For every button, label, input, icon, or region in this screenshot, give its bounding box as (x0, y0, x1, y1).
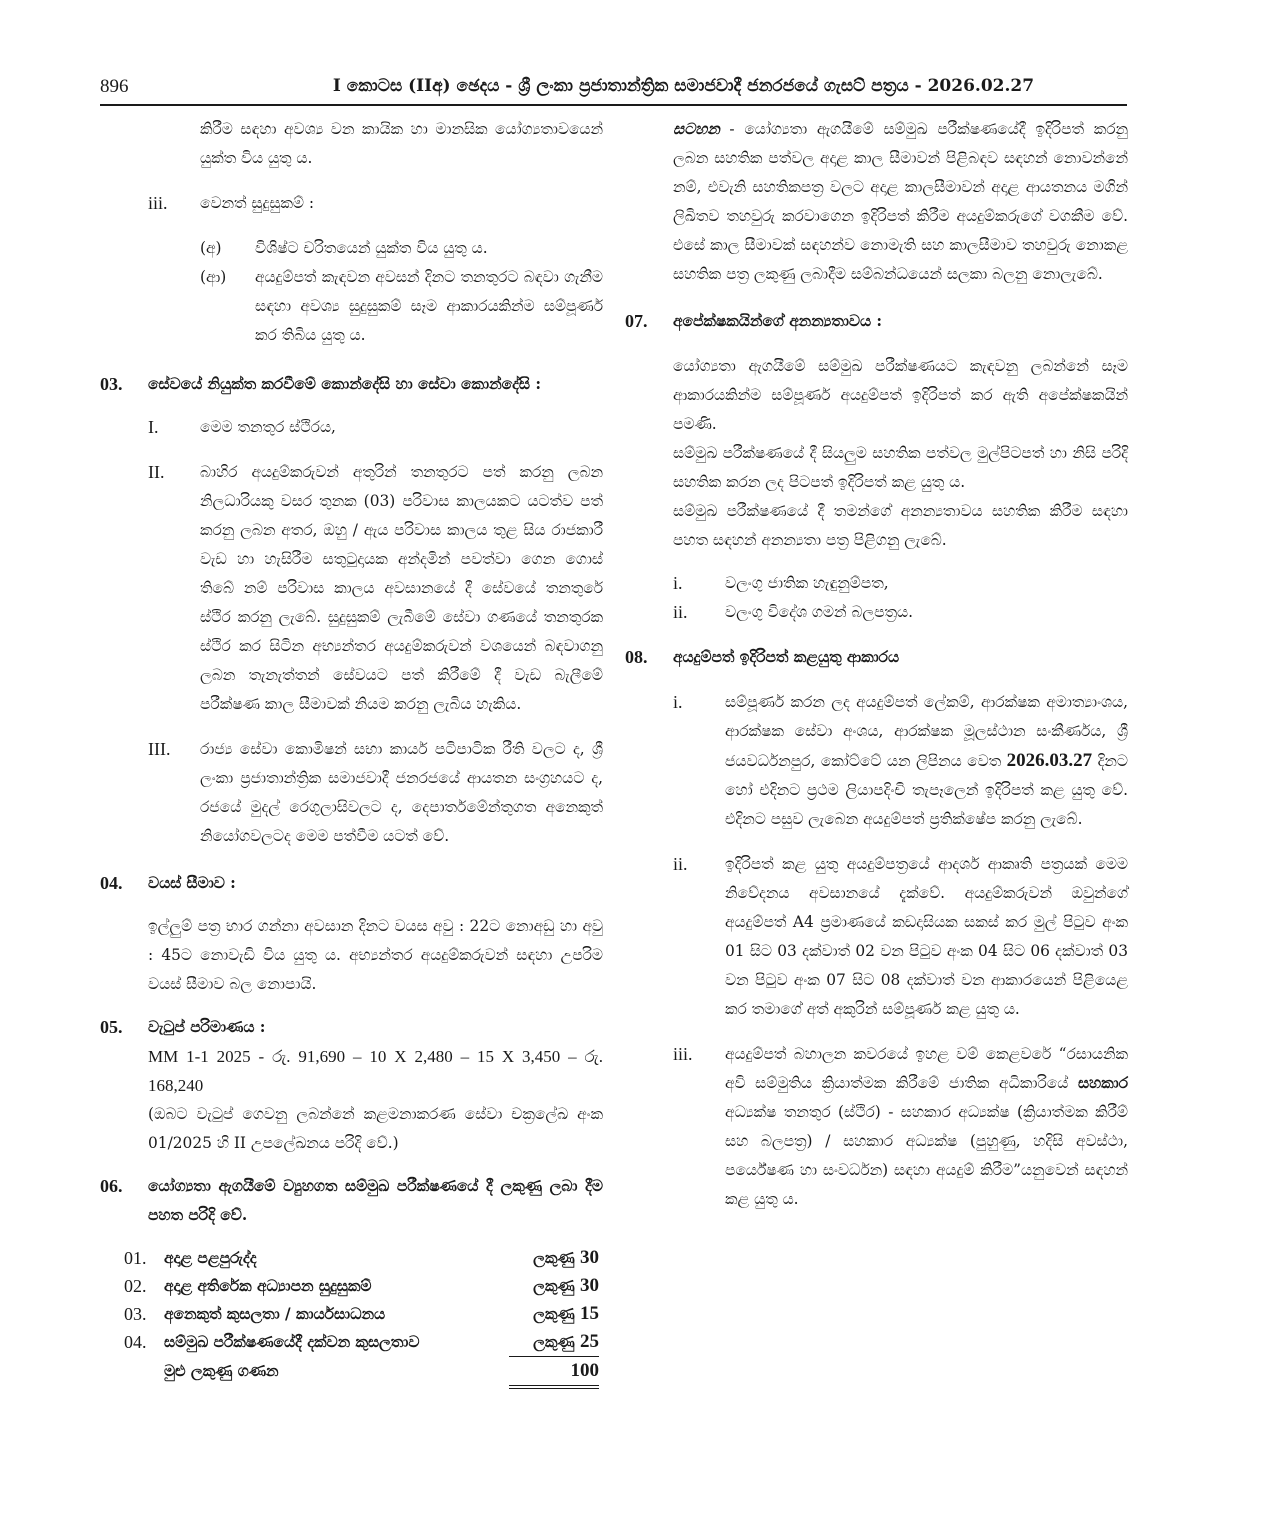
row-marks (509, 1244, 599, 1272)
item-number: i. (673, 692, 683, 712)
item-number: III. (148, 739, 171, 759)
sub-item-number: (ආ) (200, 268, 227, 286)
section-number: 08. (625, 647, 648, 667)
item-number: iii. (673, 1044, 693, 1064)
section-title: අපේක්ෂකයින්ගේ අනන්‍යතාවය : (673, 312, 883, 330)
table-row (124, 1300, 599, 1328)
note-paragraph (673, 115, 1128, 289)
item-text: මෙම තනතුර ස්ථිරය, (200, 418, 336, 436)
item-text-before: අයදුම්පත් බහාලන කවරයේ ඉහළ වම් කෙළවරේ “රසායනික අවි සම්මුතිය ක්‍රියාත්මක කිරීමේ ජාතික අධිකාරියේ (725, 1045, 1128, 1092)
note-block (673, 115, 1128, 289)
item-number: iii. (148, 193, 168, 213)
right-column (625, 115, 1128, 1214)
gazette-title: I කොටස (IIඅ) ඡෙදය - ශ්‍රී ලංකා ප්‍රජාතාන්ත්‍රික සමාජවාදී ජනරජයේ ගැසට් පත්‍රය - 2026.02.27 (332, 76, 1035, 96)
item-text: බාහිර අයදුම්කරුවන් අතුරින් තනතුරට පත් කරනු ලබන නිලධාරියකු වසර තුනක (03) පරිවාස කාලයකට යටත්ව පත් කරනු ලබන අතර, ඔහු / ඇය පරිවාස කාලය තුළ සිය රාජකාරී වැඩ හා හැසිරීම සතුටුදායක අන්දමින් පවත්වා ගෙන ගොස් තිබේ නම් පරිවාස කාලය අවසානයේ දී සේවයේ තනතුරේ ස්ථිර කරනු ලැබේ. සුදුසුකම් ලැබීමේ සේවා ගණයේ තනතුරක ස්ථිර කර සිටින අභ්‍යන්තර අයදුම්කරුවන් වශයෙන් බඳවාගනු ලබන තැනැත්තන් සේවයට පත් කිරීමේ දී වැඩ බැලීමේ පරීක්ෂණ කාල සීමාවක් නියම කරනු ලැබිය හැකිය. (200, 463, 603, 713)
item-other-qualifications (148, 189, 603, 218)
row-marks (509, 1272, 599, 1300)
section-title: සේවයේ නියුක්ත කරවීමේ කොන්දේසි හා සේවා කොන්දේසි : (148, 375, 542, 393)
section-paragraph: සම්මුඛ පරීක්ෂණයේ දී තමන්ගේ අනන්‍යතාවය සහතික කිරීම සඳහා පහත සඳහන් අනන්‍යතා පත්‍ර පිළිගනු ලැබේ. (673, 502, 1128, 549)
item-label: වෙනත් සුදුසුකම් : (200, 194, 315, 212)
section-06 (100, 1172, 603, 1230)
sub-item-text: අයදුම්පත් කැඳවන අවසන් දිනට තනතුරට බඳවා ගැනීම සඳහා අවශ්‍ය සුදුසුකම් සෑම ආකාරයකින්ම සම්පූර්ණ කර තිබිය යුතු ය. (255, 268, 603, 344)
item-text: ඉදිරිපත් කළ යුතු අයදුම්පත්‍රයේ ආදර්ශ ආකෘති පත්‍රයක් මෙම නිවේදනය අවසානයේ දැක්වේ. අයදුම්කරුවන් ඔවුන්ගේ අයදුම්පත් A4 ප්‍රමාණයේ කඩදාසියක සකස් කර මුල් පිටුව අංක 01 සිට 03 දක්වාත් 02 වන පිටුව අංක 04 සිට 06 දක්වාත් 03 වන පිටුව අංක 07 සිට 08 දක්වාත් වන ආකාරයෙන් පිළියෙළ කර තමාගේ අත් අකුරින් සම්පූර්ණ කළ යුතු ය. (725, 855, 1128, 1018)
continued-text: කිරීම සඳහා අවශ්‍ය වන කායික හා මානසික යෝග්‍යතාවයෙන් යුක්ත විය යුතු ය. (200, 120, 603, 167)
item-text (725, 1040, 1128, 1214)
marks-label: ලකුණු (533, 1277, 575, 1295)
item-text: වලංගු ජාතික හැඳුනුම්පත, (725, 574, 889, 592)
sub-item-a (200, 234, 603, 263)
section-03-items (148, 413, 603, 851)
sub-item-aa (200, 263, 603, 350)
item-number: ii. (673, 602, 688, 622)
table-total-row (124, 1357, 599, 1388)
row-label: සම්මුඛ පරීක්ෂණයේදී දක්වන කුසලතාව (164, 1333, 420, 1351)
section-number: 07. (625, 311, 648, 331)
section-paragraph: යෝග්‍යතා ඇගයීමේ සම්මුඛ පරීක්ෂණයට කැඳවනු ලබන්නේ සෑම ආකාරයකින්ම සම්පූර්ණ අයදුම්පත් ඉදිරිපත් කර ඇති අපේක්ෂකයින් පමණි. (673, 357, 1128, 433)
salary-scale: MM 1-1 2025 - රු. 91,690 – 10 X 2,480 – 15 X 3,450 – රු. 168,240 (148, 1047, 603, 1095)
section-title: යෝග්‍යතා ඇගයීමේ ව්‍යුහගත සම්මුඛ පරීක්ෂණයේ දී ලකුණු ලබා දීම පහත පරිදි වේ. (148, 1177, 603, 1224)
marks-label: ලකුණු (533, 1333, 575, 1351)
section-number: 06. (100, 1176, 123, 1196)
marks-value: 15 (580, 1303, 599, 1324)
row-number: 03. (124, 1304, 147, 1324)
sub-items (200, 234, 603, 350)
sub-item-number: (අ) (200, 239, 222, 257)
salary-note: (ඔබට වැටුප් ගෙවනු ලබන්නේ කළමනාකරණ සේවා චක්‍රලේඛ අංක 01/2025 හි II උපලේඛනය පරිදි වේ.) (148, 1105, 603, 1152)
section-03-item-2 (148, 458, 603, 719)
page-header (100, 74, 1127, 106)
row-label: අදාළ අතිරේක අධ්‍යාපන සුදුසුකම් (164, 1277, 372, 1295)
total-label: මුළු ලකුණු ගණන (164, 1361, 279, 1380)
section-08 (625, 643, 1128, 1214)
sub-item-text: විශිෂ්ට චරිතයෙන් යුක්ත විය යුතු ය. (255, 239, 488, 257)
section-03-item-3 (148, 735, 603, 851)
item-number: ii. (673, 854, 688, 874)
table-row (124, 1328, 599, 1357)
section-03 (100, 370, 603, 399)
item-number: i. (673, 573, 683, 593)
item-text: වලංගු විදේශ ගමන් බලපත්‍රය. (725, 603, 913, 621)
marks-value: 25 (580, 1331, 599, 1352)
row-number: 02. (124, 1276, 147, 1296)
submission-item-3 (673, 1040, 1128, 1214)
total-value: 100 (509, 1357, 599, 1388)
section-number: 03. (100, 374, 123, 394)
submission-item-1 (673, 688, 1128, 834)
item-text-bold: සහකාර (1077, 1074, 1128, 1092)
table-row (124, 1272, 599, 1300)
marks-label: ලකුණු (533, 1305, 575, 1323)
section-title: වයස් සීමාව : (148, 874, 236, 892)
row-number: 01. (124, 1248, 147, 1268)
row-marks (509, 1300, 599, 1328)
marks-value: 30 (580, 1247, 599, 1268)
item-text-after: දිනට හෝ එදිනට ප්‍රථම ලියාපදිංචි තැපෑලෙන් ඉදිරිපත් කළ යුතු වේ. එදිනට පසුව ලැබෙන අයදුම්පත් ප්‍රතික්ෂේප කරනු ලැබේ. (725, 752, 1128, 828)
item-number: II. (148, 462, 165, 482)
submission-item-2 (673, 850, 1128, 1024)
section-07 (625, 307, 1128, 627)
table-row (124, 1244, 599, 1272)
section-title: අයදුම්පත් ඉදිරිපත් කළයුතු ආකාරය (673, 648, 900, 666)
section-03-item-1 (148, 413, 603, 442)
item-text-before: සම්පූර්ණ කරන ලද අයදුම්පත් ලේකම්, ආරක්ෂක අමාත්‍යාංශය, ආරක්ෂක සේවා අංශය, ආරක්ෂක මූලස්ථාන සංකීර්ණය, ශ්‍රී ජයවර්ධනපුර, කෝට්ටේ යන ලිපිනය වෙත (725, 693, 1128, 770)
item-text (725, 688, 1128, 834)
left-column (100, 115, 603, 1389)
section-paragraph: සම්මුඛ පරීක්ෂණයේ දී සියලුම සහතික පත්වල මුල්පිටපත් හා නිසි පරිදි සහතික කරන ලද පිටපත් ඉදිරිපත් කළ යුතු ය. (673, 444, 1128, 491)
note-text: - යෝග්‍යතා ඇගයීමේ සම්මුඛ පරීක්ෂණයේදී ඉදිරිපත් කරනු ලබන සහතික පත්වල අදාළ කාල සීමාවන් පිළිබඳව සඳහන් නොවන්නේ නම්, එවැනි සහතිකපත්‍ර වලට අදාළ කාලසීමාවන් අදාළ ආයතනය මගින් ලිඛිතව තහවුරු කරවාගෙන ඉදිරිපත් කිරීම අයදුම්කරුගේ වගකීම වේ. එසේ කාල සීමාවක් සඳහන්ව නොමැති සහ කාලසීමාව තහවුරු නොකළ සහතික පත්‍ර ලකුණු ලබාදීම සම්බන්ධයෙන් සලකා බලනු නොලැබේ. (673, 120, 1128, 283)
id-item-2 (673, 598, 1128, 627)
marks-table (124, 1244, 599, 1389)
continued-item (148, 115, 603, 173)
page-number: 896 (100, 76, 129, 97)
note-label: සටහන (673, 120, 720, 138)
section-text: ඉල්ලුම් පත්‍ර භාර ගන්නා අවසාන දිනට වයස අවු : 22ට නොඅඩු හා අවු : 45ට නොවැඩි විය යුතු ය. අභ්‍යන්තර අයදුම්කරුවන් සඳහා උපරිම වයස් සීමාව බල නොපායි. (148, 917, 603, 993)
marks-value: 30 (580, 1275, 599, 1296)
row-label: අනෙකුත් කුසලතා / කාර්යසාධනය (164, 1305, 386, 1323)
section-title: වැටුප් පරිමාණය : (148, 1018, 266, 1036)
closing-date: 2026.03.27 (1006, 750, 1093, 771)
row-label: අදාළ පළපුරුද්ද (164, 1249, 257, 1267)
section-04 (100, 869, 603, 999)
item-text-after: අධ්‍යක්ෂ තනතුර (ස්ථිර) - සහකාර අධ්‍යක්ෂ (ක්‍රියාත්මක කිරීම් සහ බලපත්‍ර) / සහකාර අධ්‍යක්ෂ (පුහුණු, හදිසි අවස්ථා, පර්යේෂණ හා සංවර්ධන) සඳහා අයදුම් කිරීම”යනුවෙන් සඳහන් කළ යුතු ය. (725, 1103, 1128, 1208)
item-number: I. (148, 417, 159, 437)
section-number: 05. (100, 1017, 123, 1037)
item-text: රාජ්‍ය සේවා කොමිෂන් සභා කාර්ය පටිපාටික රීති වලට ද, ශ්‍රී ලංකා ප්‍රජාතාන්ත්‍රික සමාජවාදී ජනරජයේ ආයතන සංග්‍රහයට ද, රජයේ මුදල් රෙගුලාසිවලට ද, දෙපාර්තමේන්තුගත අනෙකුත් නියෝගවලටද මෙම පත්වීම යටත් වේ. (200, 740, 603, 845)
row-marks (509, 1328, 599, 1357)
marks-label: ලකුණු (533, 1249, 575, 1267)
row-number: 04. (124, 1332, 147, 1352)
section-05 (100, 1013, 603, 1158)
section-number: 04. (100, 873, 123, 893)
id-item-1 (673, 569, 1128, 598)
